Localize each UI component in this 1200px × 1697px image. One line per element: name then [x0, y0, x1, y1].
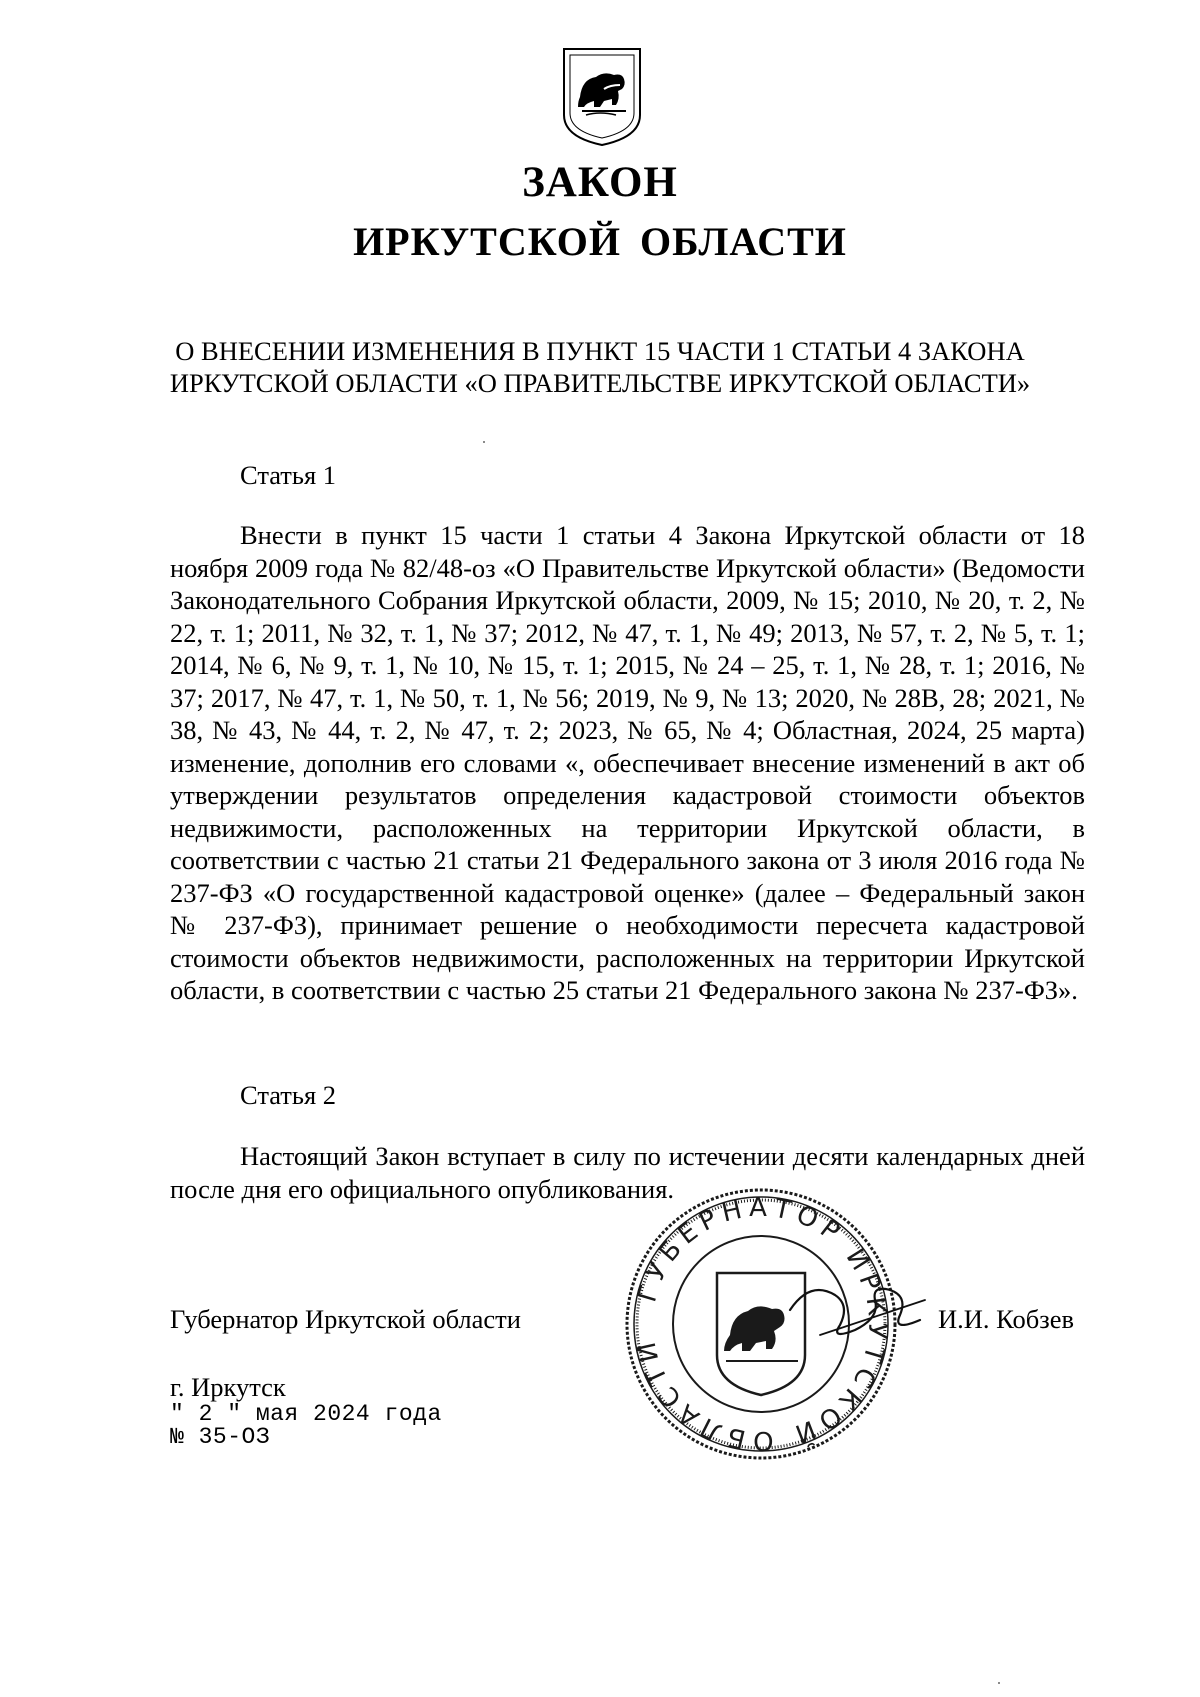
scan-speck: [998, 1682, 1000, 1684]
coat-of-arms-icon: [560, 45, 644, 149]
signer-title: Губернатор Иркутской области: [170, 1304, 521, 1334]
law-subject: О ВНЕСЕНИИ ИЗМЕНЕНИЯ В ПУНКТ 15 ЧАСТИ 1 СТАТЬИ 4 ЗАКОНА ИРКУТСКОЙ ОБЛАСТИ «О ПРАВИТЕЛЬСТВЕ ИРКУТСКОЙ ОБЛАСТИ»: [169, 336, 1031, 398]
signing-place: г. Иркутск: [170, 1372, 286, 1402]
scan-speck: [483, 441, 485, 443]
signer-name: И.И. Кобзев: [938, 1304, 1074, 1334]
seal-text: ГУБЕРНАТОР ИРКУТСКОЙ ОБЛАСТИ: [630, 1192, 893, 1456]
document-region: ИРКУТСКОЙ ОБЛАСТИ: [353, 219, 847, 264]
article-2-text: Настоящий Закон вступает в силу по истечении десяти календарных дней после дня его официального опубликования.: [170, 1141, 1085, 1204]
article-2-heading: Статья 2: [240, 1080, 337, 1110]
article-1-heading: Статья 1: [240, 460, 337, 490]
signing-date: " 2 " мая 2024 года: [170, 1401, 442, 1427]
handwritten-signature: [780, 1240, 930, 1360]
article-1-text: Внести в пункт 15 части 1 статьи 4 Закона Иркутской области от 18 ноября 2009 года № 82/48-оз «О Правительстве Иркутской области» (Ведомости Законодательного Собрания Иркутской области, 2009, № 15; 2010, № 20, т. 2, № 22, т. 1; 2011, № 32, т. 1, № 37; 2012, № 47, т. 1, № 49; 2013, № 57, т. 2, № 5, т. 1; 2014, № 6, № 9, т. 1, № 10, № 15, т. 1; 2015, № 24 – 25, т. 1, № 28, т. 1; 2016, № 37; 2017, № 47, т. 1, № 50, т. 1, № 56; 2019, № 9, № 13; 2020, № 28В, 28; 2021, № 38, № 43, № 44, т. 2, № 47, т. 2; 2023, № 65, № 4; Областная, 2024, 25 марта) изменение, дополнив его словами «, обеспечивает внесение изменений в акт об утверждении результатов определения кадастровой стоимости объектов недвижимости, расположенных на территории Иркутской области, в соответствии с частью 21 статьи 21 Федерального закона от 3 июля 2016 года № 237-ФЗ «О государственной кадастровой оценке» (далее – Федеральный закон № 237-ФЗ), принимает решение о необходимости пересчета кадастровой стоимости объектов недвижимости, расположенных на территории Иркутской области, в соответствии с частью 25 статьи 21 Федерального закона № 237-ФЗ».: [170, 520, 1085, 1005]
law-number: № 35-ОЗ: [170, 1424, 271, 1450]
document-title: ЗАКОН: [522, 159, 678, 206]
